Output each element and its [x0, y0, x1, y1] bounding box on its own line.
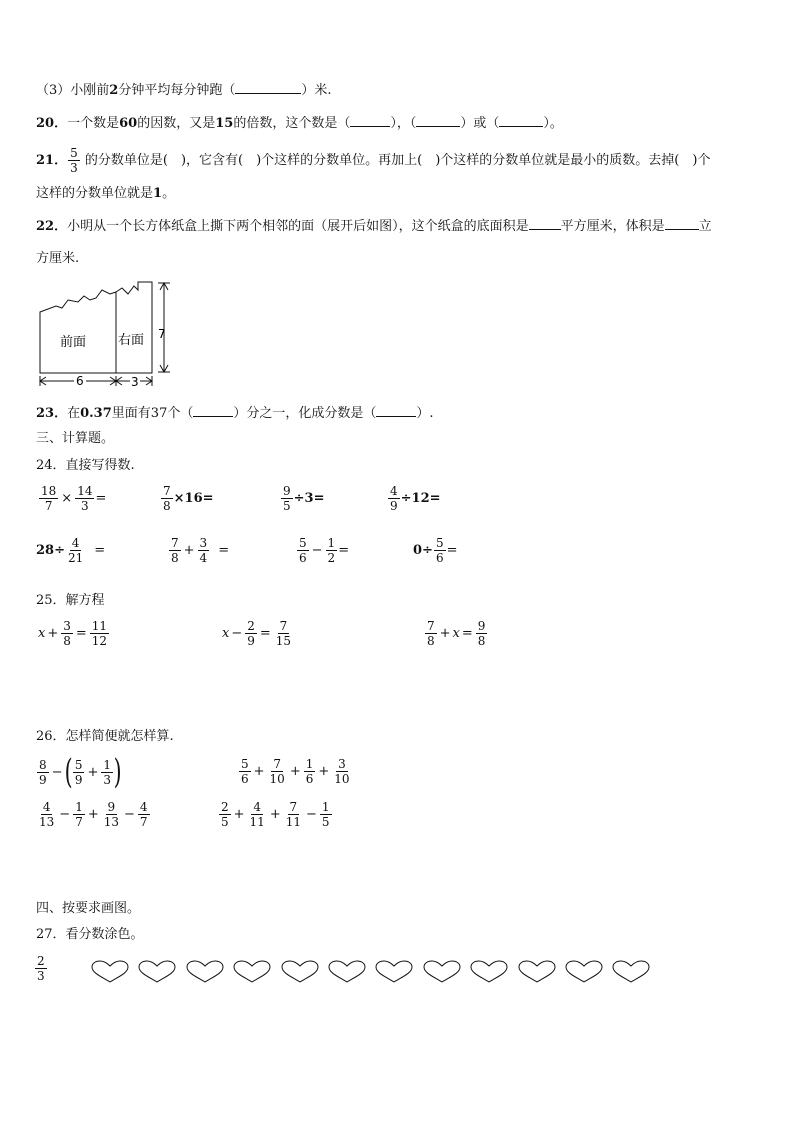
fraction: $\frac{5}{3}$ — [70, 146, 78, 175]
q24-r2-a: 28÷ $\frac{4}{21}$ = — [36, 536, 106, 565]
q21-line2: 这样的分数单位就是1。 — [36, 186, 176, 201]
q26-expression-b: $\frac{5}{6}$ + $\frac{7}{10}$ + $\frac{1}{6}$ + $\frac{3}{10}$ — [241, 757, 350, 786]
q24-r2-c: $\frac{5}{6}$ − $\frac{1}{2}$ = — [299, 536, 350, 565]
right-face-label: 右面 — [118, 333, 145, 348]
q26-title: 26．怎样简便就怎样算. — [36, 729, 174, 744]
q27-fraction: $\frac{2}{3}$ — [37, 954, 45, 983]
heart-shape[interactable] — [422, 960, 462, 984]
q23-line: 23．在0.37里面有37个（ ）分之一，化成分数是（ ）. — [36, 406, 434, 421]
q24-r1-d: $\frac{4}{9}$ ÷12= — [390, 484, 441, 513]
heart-shape[interactable] — [611, 960, 651, 984]
heart-shape[interactable] — [469, 960, 509, 984]
q25-equation-2: x − $\frac{2}{9}$ = $\frac{7}{15}$ — [222, 619, 292, 648]
heart-shape[interactable] — [327, 960, 367, 984]
q26-expression-c: $\frac{4}{13}$ − $\frac{1}{7}$ + $\frac{9}{13}$ − $\frac{4}{7}$ — [39, 800, 148, 829]
hearts-row — [90, 960, 651, 984]
q20-line: 20．一个数是60的因数，又是15的倍数，这个数是（ ），（ ）或（ ）。 — [36, 116, 563, 131]
section-3-heading: 三、计算题。 — [36, 431, 115, 446]
q24-r1-a: $\frac{18}{7}$ × $\frac{14}{3}$ = — [41, 484, 107, 513]
q22-line2: 方厘米. — [36, 251, 80, 266]
q24-title: 24．直接写得数. — [36, 458, 135, 473]
section-4-heading: 四、按要求画图。 — [36, 901, 141, 916]
heart-shape[interactable] — [137, 960, 177, 984]
q21-line1: 21． $\frac{5}{3}$ 的分数单位是( )，它含有( )个这样的分数单位。再加上( )个这样的分数单位就是最小的质数。去掉( )个 — [36, 146, 711, 175]
q24-r1-b: $\frac{7}{8}$ ×16= — [163, 484, 214, 513]
heart-shape[interactable] — [374, 960, 414, 984]
q19-3-line: （3）小刚前2分钟平均每分钟跑（ ）米. — [36, 83, 332, 98]
answer-blank[interactable] — [376, 416, 416, 417]
answer-blank[interactable] — [416, 126, 460, 127]
answer-blank[interactable] — [350, 126, 390, 127]
answer-blank[interactable] — [529, 229, 561, 230]
heart-shape[interactable] — [90, 960, 130, 984]
heart-shape[interactable] — [185, 960, 225, 984]
front-face-label: 前面 — [60, 335, 87, 350]
answer-blank[interactable] — [499, 126, 543, 127]
heart-shape[interactable] — [232, 960, 272, 984]
q26-expression-d: $\frac{2}{5}$ + $\frac{4}{11}$ + $\frac{7}{11}$ − $\frac{1}{5}$ — [221, 800, 330, 829]
q25-title: 25．解方程 — [36, 593, 105, 608]
q24-r1-c: $\frac{9}{5}$ ÷3= — [283, 484, 325, 513]
answer-blank[interactable] — [193, 416, 233, 417]
q24-r2-b: $\frac{7}{8}$ + $\frac{3}{4}$ = — [171, 536, 230, 565]
width-label-front: 6 — [76, 374, 84, 388]
answer-blank[interactable] — [665, 229, 699, 230]
box-net-figure — [34, 278, 174, 393]
heart-shape[interactable] — [564, 960, 604, 984]
heart-shape[interactable] — [517, 960, 557, 984]
heart-shape[interactable] — [280, 960, 320, 984]
q27-title: 27．看分数涂色。 — [36, 927, 144, 942]
answer-blank[interactable] — [235, 93, 301, 94]
height-label: 7 — [158, 327, 166, 341]
q25-equation-3: $\frac{7}{8}$ + x = $\frac{9}{8}$ — [427, 619, 486, 648]
q25-equation-1: x + $\frac{3}{8}$ = $\frac{11}{12}$ — [38, 619, 108, 648]
q24-r2-d: 0÷ $\frac{5}{6}$ = — [413, 536, 458, 565]
q22-line1: 22．小明从一个长方体纸盒上撕下两个相邻的面（展开后如图），这个纸盒的底面积是 平方厘米，体积是 立 — [36, 219, 712, 234]
width-label-right: 3 — [131, 375, 139, 389]
q26-expression-a: $\frac{8}{9}$ − ( $\frac{5}{9}$ + $\frac{1}{3}$ ) — [39, 752, 122, 792]
